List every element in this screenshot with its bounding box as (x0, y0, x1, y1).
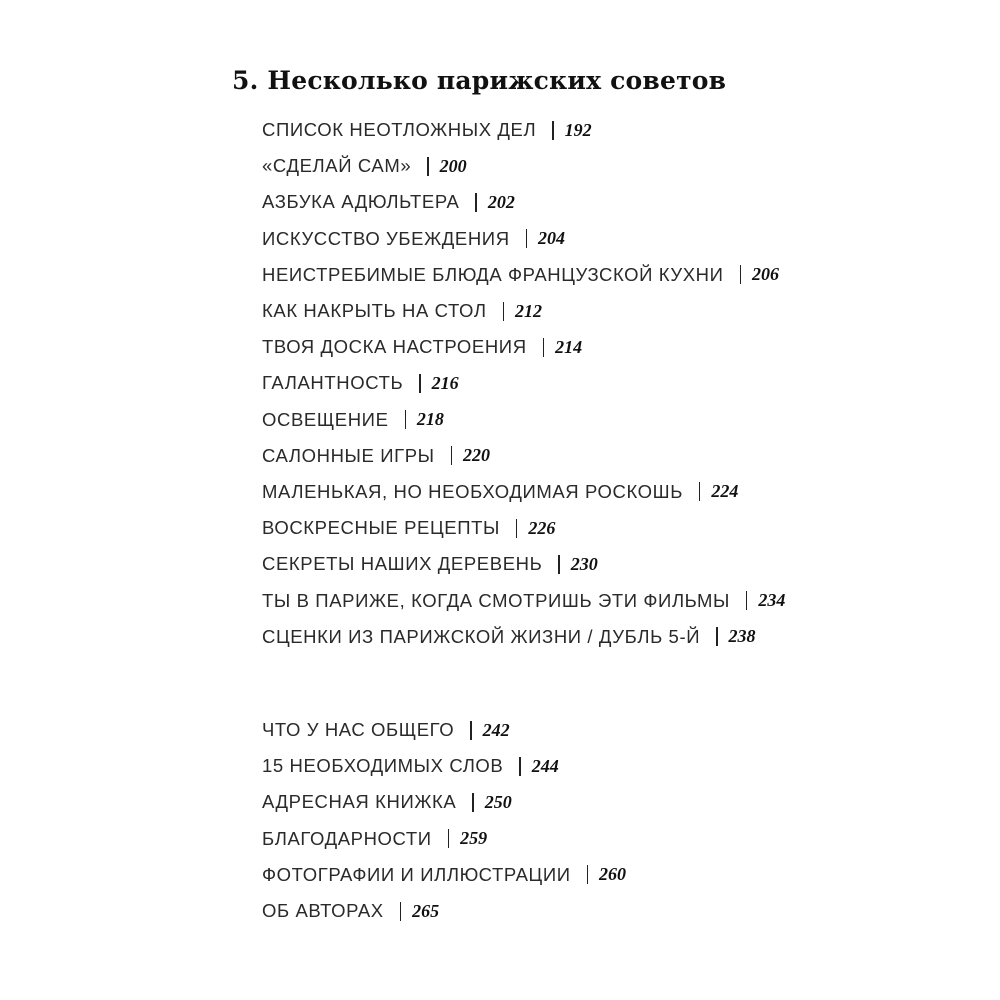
entry-title: ТЫ В ПАРИЖЕ, КОГДА СМОТРИШЬ ЭТИ ФИЛЬМЫ (262, 589, 731, 611)
page-number: 250 (484, 791, 512, 812)
back-matter-entries-list (262, 712, 626, 929)
separator (519, 757, 520, 776)
separator (503, 302, 504, 321)
separator (587, 865, 588, 884)
toc-entry[interactable] (262, 365, 785, 401)
page-number: 238 (728, 626, 756, 647)
entry-title: ОБ АВТОРАХ (262, 900, 384, 922)
entry-title: ЧТО У НАС ОБЩЕГО (262, 719, 455, 741)
entry-title: ВОСКРЕСНЫЕ РЕЦЕПТЫ (262, 517, 500, 539)
toc-entry[interactable] (262, 821, 626, 857)
toc-entry[interactable] (262, 510, 785, 546)
page-number: 216 (431, 372, 459, 393)
toc-entry[interactable] (262, 857, 626, 893)
toc-entry[interactable] (262, 582, 785, 618)
entry-title: ТВОЯ ДОСКА НАСТРОЕНИЯ (262, 336, 527, 358)
toc-entry[interactable] (262, 329, 785, 365)
entry-title: ФОТОГРАФИИ И ИЛЛЮСТРАЦИИ (262, 863, 571, 885)
entry-title: НЕИСТРЕБИМЫЕ БЛЮДА ФРАНЦУЗСКОЙ КУХНИ (262, 263, 724, 285)
separator (543, 338, 544, 357)
page-number: 214 (555, 336, 583, 357)
toc-entry[interactable] (262, 257, 785, 293)
toc-entry[interactable] (262, 293, 785, 329)
separator (470, 721, 471, 740)
separator (552, 121, 553, 140)
toc-entry[interactable] (262, 893, 626, 929)
toc-entry[interactable] (262, 546, 785, 582)
separator (427, 157, 428, 176)
toc-entry[interactable] (262, 784, 626, 820)
chapter-entries-list (262, 112, 785, 655)
chapter-title: 5. Несколько парижских советов (232, 66, 727, 95)
entry-title: СПИСОК НЕОТЛОЖНЫХ ДЕЛ (262, 119, 537, 141)
entry-title: «СДЕЛАЙ САМ» (262, 155, 412, 177)
entry-title: АДРЕСНАЯ КНИЖКА (262, 791, 457, 813)
toc-entry[interactable] (262, 712, 626, 748)
page-number: 260 (599, 864, 627, 885)
entry-title: АЗБУКА АДЮЛЬТЕРА (262, 191, 460, 213)
entry-title: ОСВЕЩЕНИЕ (262, 408, 389, 430)
page-number: 244 (531, 755, 559, 776)
page-number: 202 (487, 191, 515, 212)
page-number: 218 (416, 409, 444, 430)
page-number: 234 (758, 590, 786, 611)
page-number: 204 (538, 228, 566, 249)
entry-title: СЦЕНКИ ИЗ ПАРИЖСКОЙ ЖИЗНИ / ДУБЛЬ 5-Й (262, 625, 701, 647)
separator (475, 193, 476, 212)
entry-title: КАК НАКРЫТЬ НА СТОЛ (262, 300, 487, 322)
entry-title: ИСКУССТВО УБЕЖДЕНИЯ (262, 227, 510, 249)
page-number: 200 (439, 155, 467, 176)
page-number: 206 (751, 264, 779, 285)
separator (451, 446, 452, 465)
entry-title: САЛОННЫЕ ИГРЫ (262, 444, 435, 466)
entry-title: 15 НЕОБХОДИМЫХ СЛОВ (262, 755, 504, 777)
page-number: 192 (564, 119, 592, 140)
separator (558, 555, 559, 574)
page-number: 230 (570, 553, 598, 574)
toc-entry[interactable] (262, 748, 626, 784)
entry-title: МАЛЕНЬКАЯ, НО НЕОБХОДИМАЯ РОСКОШЬ (262, 480, 683, 502)
toc-entry[interactable] (262, 402, 785, 438)
page-number: 259 (460, 828, 488, 849)
toc-entry[interactable] (262, 112, 785, 148)
separator (419, 374, 420, 393)
page-number: 212 (514, 300, 542, 321)
page-number: 224 (711, 481, 739, 502)
separator (740, 265, 741, 284)
separator (448, 829, 449, 848)
entry-title: ГАЛАНТНОСТЬ (262, 372, 404, 394)
separator (472, 793, 473, 812)
separator (400, 902, 401, 921)
page-number: 220 (463, 445, 491, 466)
separator (405, 410, 406, 429)
separator (526, 229, 527, 248)
toc-entry[interactable] (262, 619, 785, 655)
toc-entry[interactable] (262, 221, 785, 257)
page-number: 226 (528, 517, 556, 538)
page-number: 265 (412, 900, 440, 921)
separator (746, 591, 747, 610)
toc-entry[interactable] (262, 184, 785, 220)
entry-title: БЛАГОДАРНОСТИ (262, 827, 432, 849)
toc-entry[interactable] (262, 148, 785, 184)
entry-title: СЕКРЕТЫ НАШИХ ДЕРЕВЕНЬ (262, 553, 543, 575)
separator (516, 519, 517, 538)
toc-entry[interactable] (262, 438, 785, 474)
page-number: 242 (482, 719, 510, 740)
toc-entry[interactable] (262, 474, 785, 510)
separator (699, 482, 700, 501)
separator (716, 627, 717, 646)
